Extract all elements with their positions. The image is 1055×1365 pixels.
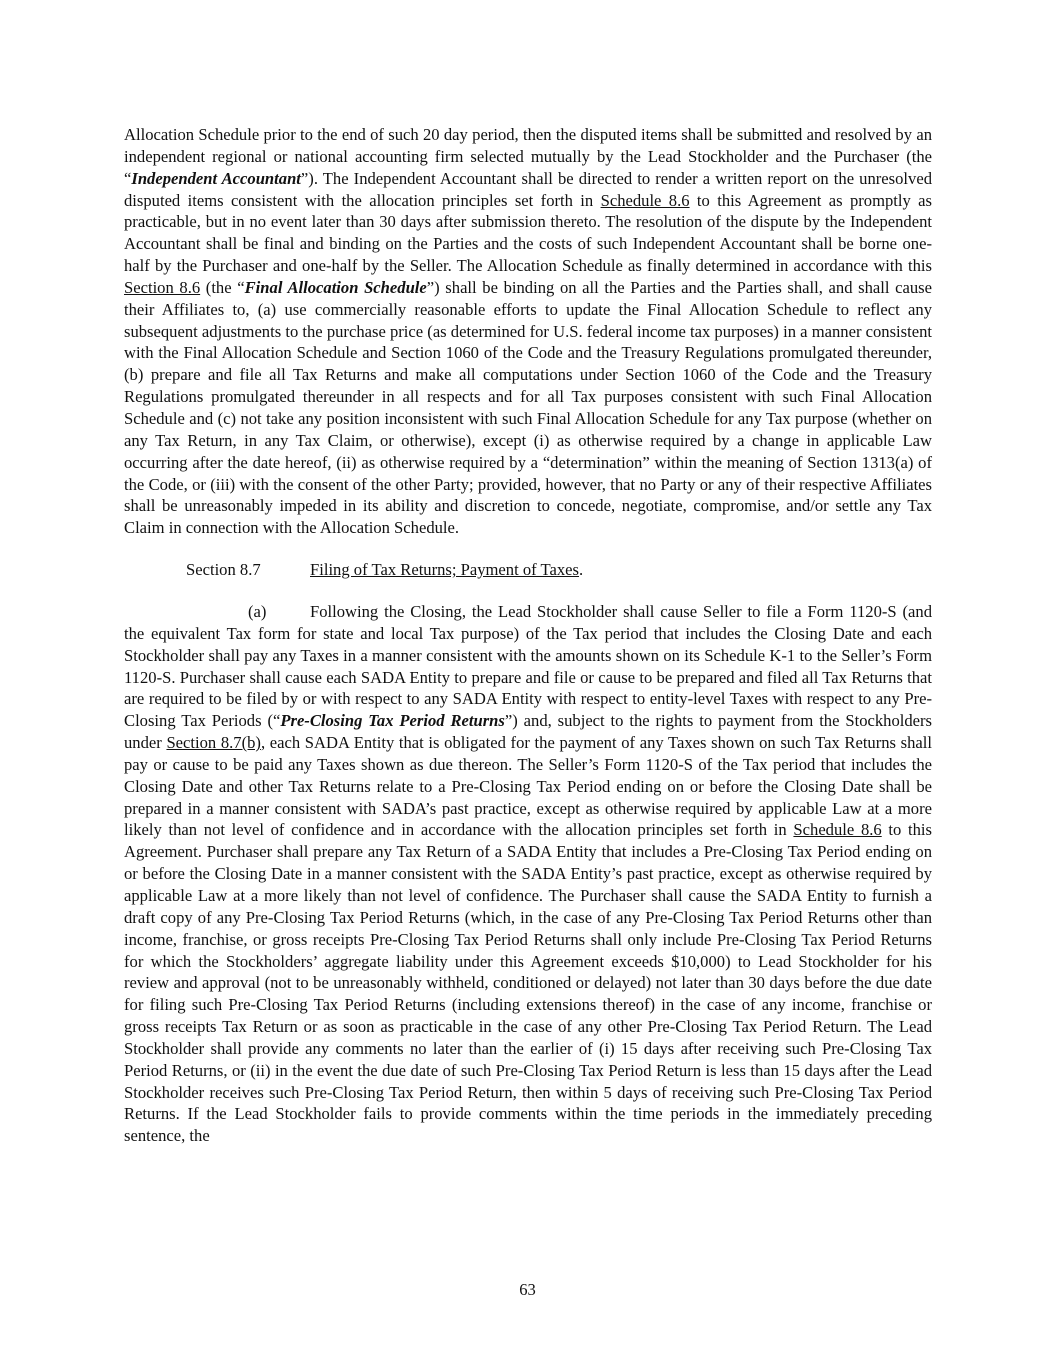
reference-section-8-6: Section 8.6: [124, 277, 201, 297]
text-run: ”) shall be binding on all the Parties and the Parties shall, and shall cause their Affiliates to, (a) use commercially reasonable efforts to update the Final Allocation Schedule to reflect any subsequent adjustments to the purchase price (as determined for U.S. federal income tax purposes) in a manner consistent with the Final Allocation Schedule and Section 1060 of the Code and the Treasury Regulations promulgated thereunder, (b) prepare and file all Tax Returns and make all computations under Section 1060 of the Code and the Treasury Regulations promulgated thereunder in all respects and for all Tax purposes consistent with such Final Allocation Schedule and (c) not take any position inconsistent with such Final Allocation Schedule for any Tax purpose (whether on any Tax Return, in any Tax Claim, or otherwise), except (i) as otherwise required by a change in applicable Law occurring after the date hereof, (ii) as otherwise required by a “determination” within the meaning of Section 1313(a) of the Code, or (iii) with the consent of the other Party; provided, however, that no Party or any of their respective Affiliates shall be unreasonably impeded in its ability and discretion to concede, negotiate, compromise, and/or settle any Tax Claim in connection with the Allocation Schedule.: [124, 277, 932, 538]
section-title-period: .: [579, 560, 584, 580]
section-8-7-heading: [124, 559, 932, 581]
text-run: ”) and, subject to the rights to payment from the Stockholders under: [124, 711, 933, 753]
section-title: Filing of Tax Returns; Payment of Taxes: [310, 560, 579, 580]
text-run: to this Agreement as promptly as practicable, but in no event later than 30 days after submission thereto. The resolution of the dispute by the Independent Accountant shall be final and binding on the Parties and the costs of such Independent Accountant shall be borne one-half by the Purchaser and one-half by the Seller. The Allocation Schedule as finally determined in accordance with this: [124, 190, 933, 276]
defined-term-final-allocation-schedule: Final Allocation Schedule: [244, 277, 427, 297]
defined-term-pre-closing-tax-period-returns: Pre-Closing Tax Period Returns: [280, 711, 505, 731]
defined-term-independent-accountant: Independent Accountant: [131, 168, 301, 188]
subsection-a-paragraph: [124, 601, 932, 1147]
text-run: Following the Closing, the Lead Stockholder shall cause Seller to file a Form 1120-S (and the equivalent Tax form for state and local Tax purpose) of the Tax period that includes the Closing Date and each Stockholder shall pay any Taxes in a manner consistent with the amounts shown on its Schedule K-1 to the Seller’s Form 1120-S. Purchaser shall cause each SADA Entity to prepare and file or cause to be prepared and filed all Tax Returns that are required to be filed by or with respect to any SADA Entity with respect to entity-level Taxes with respect to any Pre-Closing Tax Periods (“: [124, 602, 932, 731]
reference-schedule-8-6: Schedule 8.6: [600, 190, 690, 210]
section-number: Section 8.7: [186, 560, 261, 580]
text-run: , each SADA Entity that is obligated for the payment of any Taxes shown on such Tax Returns shall pay or cause to be paid any Taxes shown as due thereon. The Seller’s Form 1120-S of the Tax period that includes the Closing Date and other Tax Returns relate to a Pre-Closing Tax Period ending on or before the Closing Date shall be prepared in a manner consistent with SADA’s past practice, except as otherwise required by applicable Law at a more likely than not level of confidence and in accordance with the allocation principles set forth in: [124, 733, 932, 840]
reference-schedule-8-6: Schedule 8.6: [793, 820, 882, 840]
text-run: to this Agreement. Purchaser shall prepare any Tax Return of a SADA Entity that includes a Pre-Closing Tax Period ending on or before the Closing Date in a manner consistent with the SADA Entity’s past practice, except as otherwise required by applicable Law at a more likely than not level of confidence. The Purchaser shall cause the SADA Entity to furnish a draft copy of any Pre-Closing Tax Period Returns (which, in the case of any Pre-Closing Tax Period Returns other than income, franchise, or gross receipts Pre-Closing Tax Period Returns shall only include Pre-Closing Tax Period Returns for which the Stockholders’ aggregate liability under this Agreement exceeds $10,000) to Lead Stockholder for his review and approval (not to be unreasonably withheld, conditioned or delayed) not later than 30 days before the due date for filing such Pre-Closing Tax Period Returns (including extensions thereof) in the case of any income, franchise or gross receipts Tax Return or as soon as practicable in the case of any other Pre-Closing Tax Period Return. The Lead Stockholder shall provide any comments no later than the earlier of (i) 15 days after receiving such Pre-Closing Tax Period Returns, or (ii) in the event the due date of such Pre-Closing Tax Period Return is less than 15 days after the Lead Stockholder receives such Pre-Closing Tax Period Return, then within 5 days of receiving such Pre-Closing Tax Period Returns. If the Lead Stockholder fails to provide comments within the time periods in the immediately preceding sentence, the: [124, 820, 932, 1146]
reference-section-8-7-b: Section 8.7(b): [166, 733, 261, 753]
allocation-schedule-paragraph: [124, 124, 932, 539]
subsection-label: (a): [248, 602, 267, 622]
text-run: ”). The Independent Accountant shall be directed to render a written report on the unresolved disputed items consistent with the allocation principles set forth in: [124, 168, 932, 210]
document-page: [124, 124, 932, 1147]
text-run: (the “: [200, 277, 245, 297]
page-number: 63: [519, 1280, 536, 1299]
text-run: Allocation Schedule prior to the end of such 20 day period, then the disputed items shall be submitted and resolved by an independent regional or national accounting firm selected mutually by the Lead Stockholder and the Purchaser (the “: [124, 125, 932, 188]
